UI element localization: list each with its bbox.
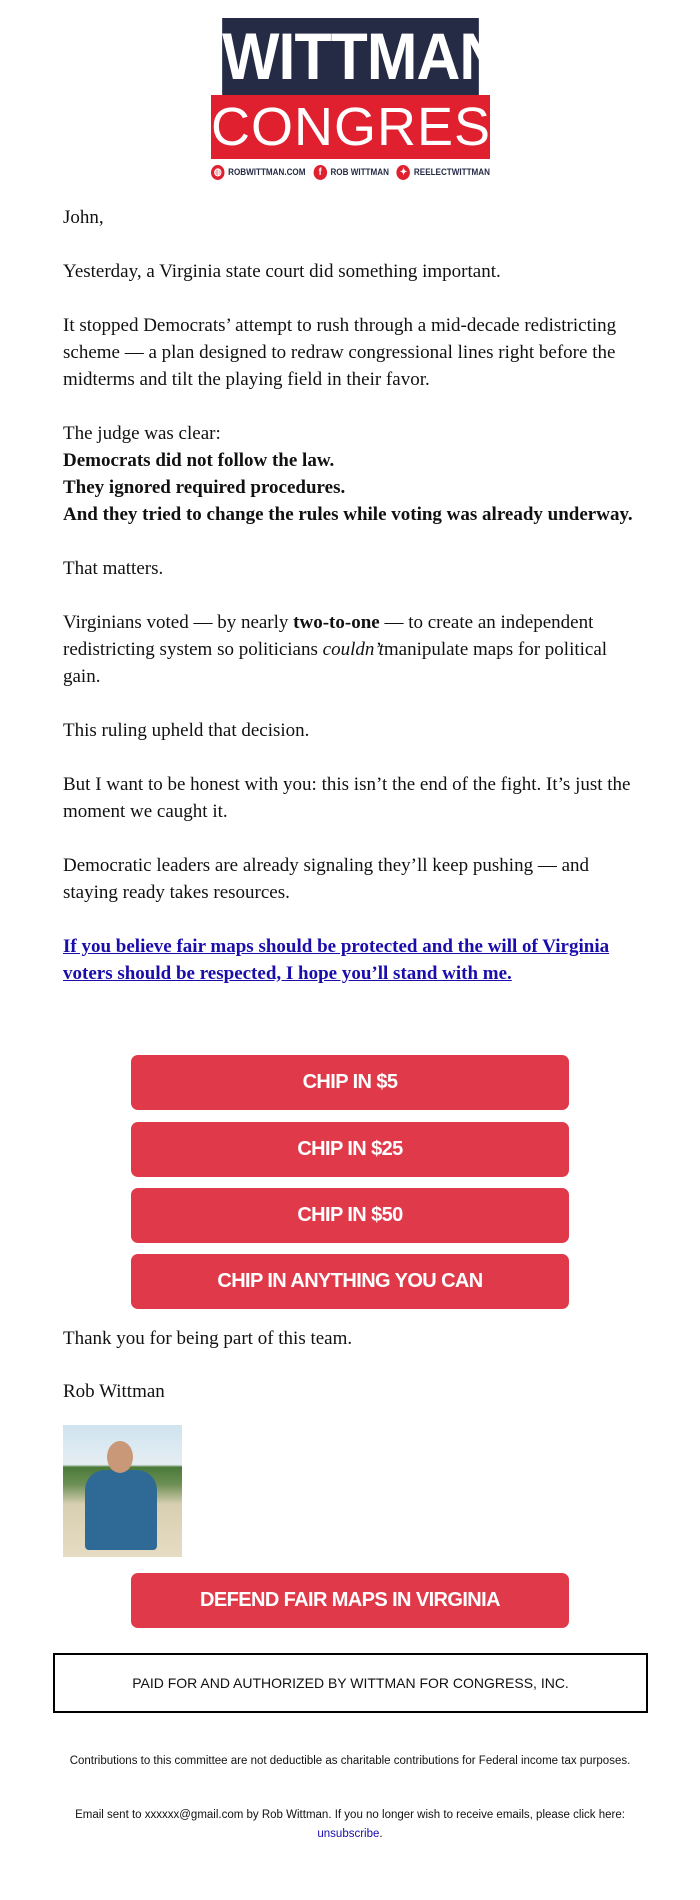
- logo-name: WITTMAN: [222, 19, 503, 93]
- judge-point: Democrats did not follow the law.: [63, 450, 335, 471]
- greeting: John,: [63, 207, 104, 228]
- paragraph: Yesterday, a Virginia state court did something important.: [63, 261, 501, 282]
- chip-in-25-button[interactable]: CHIP IN $25: [131, 1122, 569, 1177]
- defend-fair-maps-button[interactable]: DEFEND FAIR MAPS IN VIRGINIA: [131, 1573, 569, 1628]
- tax-disclaimer: Contributions to this committee are not deductible as charitable contributions for Federal income tax purposes.: [69, 1755, 631, 1767]
- judge-intro: The judge was clear:: [63, 423, 221, 444]
- logo-congress: CONGRESS: [211, 97, 529, 157]
- website-link[interactable]: [211, 165, 305, 180]
- facebook-label: ROB WITTMAN: [330, 166, 389, 177]
- text: manipulate maps for political gain.: [63, 639, 608, 687]
- photo-shirt: [85, 1470, 157, 1550]
- unsubscribe-link[interactable]: unsubscribe: [317, 1828, 380, 1840]
- globe-icon: ◍: [211, 165, 225, 180]
- thanks-text: Thank you for being part of this team.: [63, 1328, 353, 1349]
- judge-point: And they tried to change the rules while voting was already underway.: [63, 504, 633, 525]
- campaign-logo: [211, 18, 529, 180]
- twitter-link[interactable]: [397, 165, 490, 180]
- paragraph: It stopped Democrats’ attempt to rush through a mid-decade redistricting scheme — a plan designed to redraw congressional lines right before the midterms and tilt the playing field in their favor.: [63, 315, 617, 390]
- facebook-link[interactable]: [313, 165, 389, 180]
- chip-in-50-button[interactable]: CHIP IN $50: [131, 1188, 569, 1243]
- text: — to create an independent redistricting system so politicians: [63, 612, 594, 660]
- website-label: ROBWITTMAN.COM: [228, 166, 306, 177]
- email-footer: Email sent to xxxxxx@gmail.com by Rob Wittman. If you no longer wish to receive emails, please click here: unsubscribe.: [75, 1809, 625, 1840]
- cta-link[interactable]: If you believe fair maps should be protected and the will of Virginia voters should be respected, I hope you’ll stand with me.: [63, 936, 610, 984]
- paragraph: [63, 609, 643, 690]
- paragraph: This ruling upheld that decision.: [63, 720, 310, 741]
- chip-in-5-button[interactable]: CHIP IN $5: [131, 1055, 569, 1110]
- paragraph: Democratic leaders are already signaling they’ll keep pushing — and staying ready takes resources.: [63, 855, 589, 903]
- candidate-photo: [63, 1425, 182, 1557]
- paragraph: That matters.: [63, 558, 164, 579]
- email-body: [63, 204, 643, 1014]
- email-notice: Email sent to xxxxxx@gmail.com by Rob Wittman. If you no longer wish to receive emails, please click here:: [75, 1809, 625, 1821]
- emphasis: couldn’t: [322, 639, 384, 660]
- paragraph: But I want to be honest with you: this isn’t the end of the fight. It’s just the moment we caught it.: [63, 774, 631, 822]
- judge-section: [63, 420, 643, 528]
- twitter-icon: ✦: [397, 165, 411, 180]
- photo-head: [107, 1441, 133, 1473]
- twitter-label: REELECTWITTMAN: [413, 166, 490, 177]
- signature: Rob Wittman: [63, 1381, 165, 1402]
- judge-point: They ignored required procedures.: [63, 477, 346, 498]
- emphasis: two-to-one: [293, 612, 380, 633]
- chip-in-any-button[interactable]: CHIP IN ANYTHING YOU CAN: [131, 1254, 569, 1309]
- social-links: [211, 165, 490, 180]
- facebook-icon: f: [313, 165, 327, 180]
- text: Virginians voted — by nearly: [63, 612, 294, 633]
- paid-for-disclaimer: PAID FOR AND AUTHORIZED BY WITTMAN FOR CONGRESS, INC.: [53, 1653, 648, 1713]
